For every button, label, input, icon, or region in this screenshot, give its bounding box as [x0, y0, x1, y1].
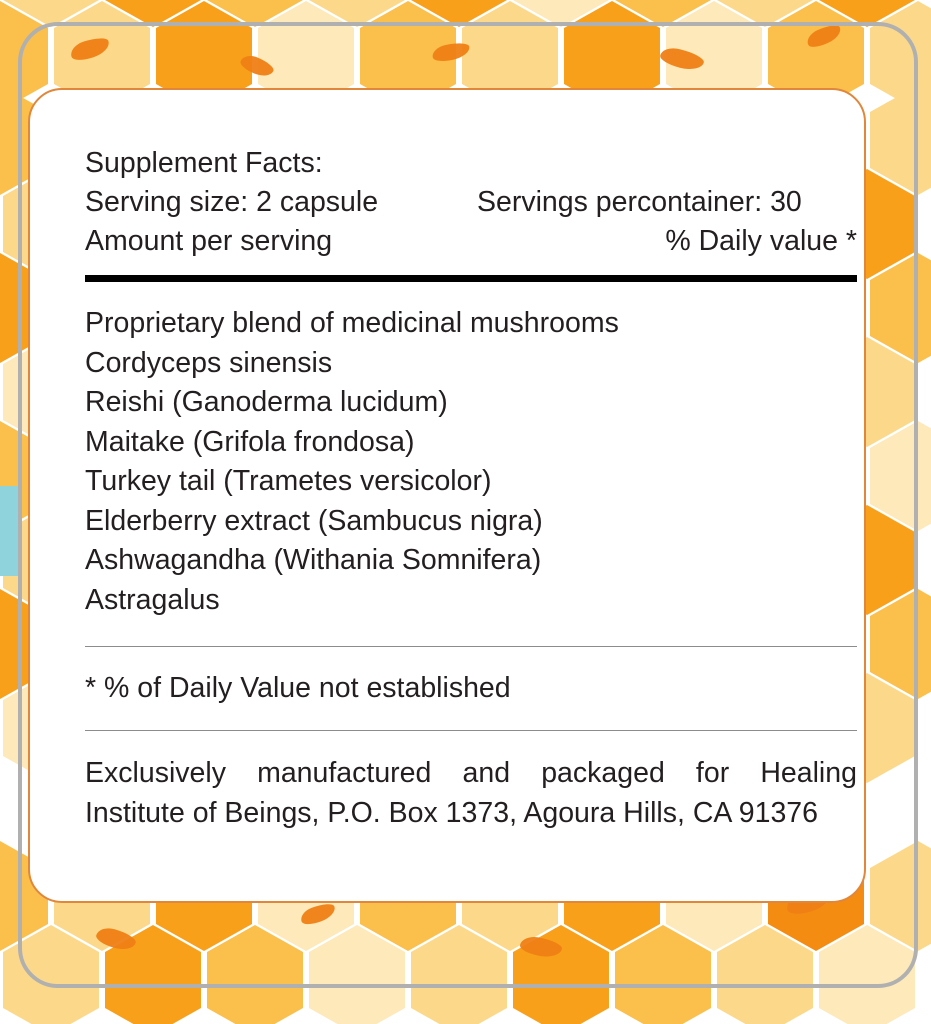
list-item: Ashwagandha (Withania Somnifera): [85, 544, 542, 576]
serving-row: [85, 183, 857, 222]
manufacturer-word: for: [695, 757, 730, 789]
manufacturer-word: packaged: [541, 757, 665, 789]
manufacturer-word: Healing: [760, 757, 857, 789]
daily-value-header: % Daily value *: [665, 225, 857, 257]
manufacturer-word: manufactured: [257, 757, 432, 789]
daily-value-footnote: * % of Daily Value not established: [85, 672, 511, 704]
footnote-divider: [85, 730, 857, 731]
supplement-facts-card: [28, 88, 866, 903]
supplement-facts-title: Supplement Facts:: [85, 147, 323, 179]
header-divider: [85, 275, 857, 282]
manufacturer-line-2: Institute of Beings, P.O. Box 1373, Agoura Hills, CA 91376: [85, 797, 819, 829]
list-item: Cordyceps sinensis: [85, 346, 333, 379]
serving-size: Serving size: 2 capsule: [85, 186, 379, 218]
amount-row: [85, 222, 857, 261]
list-item: Astragalus: [85, 583, 220, 616]
ingredients-divider: [85, 646, 857, 647]
amount-per-serving: Amount per serving: [85, 225, 333, 257]
servings-per-container: Servings percontainer: 30: [477, 186, 802, 218]
list-item: Reishi (Ganoderma lucidum): [85, 386, 448, 418]
manufacturer-word: and: [462, 757, 511, 789]
manufacturer-word: Exclusively: [85, 757, 226, 789]
supplement-facts-content: [85, 144, 859, 833]
ingredient-list: [85, 304, 859, 620]
list-item: Proprietary blend of medicinal mushrooms: [85, 307, 619, 339]
list-item: Maitake (Grifola frondosa): [85, 425, 415, 458]
list-item: Turkey tail (Trametes versicolor): [85, 465, 492, 497]
list-item: Elderberry extract (Sambucus nigra): [85, 504, 543, 537]
manufacturer-line-1: [85, 753, 857, 793]
manufacturer-block: [85, 753, 857, 833]
